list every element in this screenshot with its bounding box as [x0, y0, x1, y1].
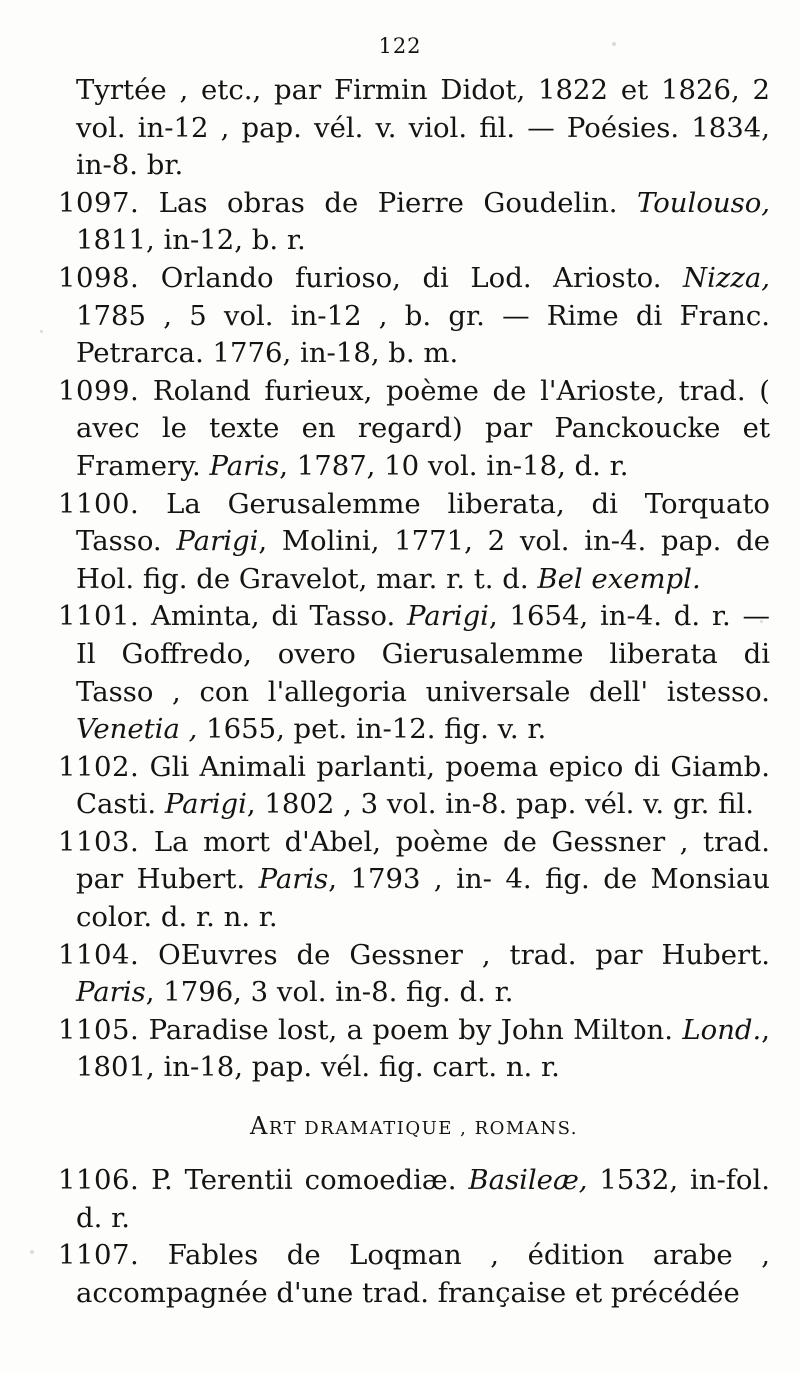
section-heading-initial: A [250, 1112, 269, 1141]
entry-1098 [58, 260, 770, 373]
entry-text: , Molini, 1771, 2 vol. in-4. pap. de Hol. fig. de Gravelot, mar. r. t. d. [76, 525, 770, 595]
entry-place: Toulouso, [637, 186, 770, 219]
entry-text: Tyrtée , etc., par Firmin Didot, 1822 et 1826, 2 vol. in-12 , pap. vél. v. viol. fil. — Poésies. 1834, in-8. br. [76, 74, 770, 182]
entry-place: Paris [76, 976, 146, 1009]
entry-number: 1098. [58, 261, 140, 294]
paper-speck [612, 42, 616, 46]
entry-text: Fables de Loqman , édition arabe , accompagnée d'une trad. française et précédée [76, 1239, 770, 1309]
paper-speck [40, 330, 43, 333]
entry-number: 1102. [58, 750, 140, 783]
entry-text: P. Terentii comoediæ. [151, 1164, 457, 1197]
entry-text: Las obras de Pierre Goudelin. [158, 186, 618, 219]
entry-1100 [58, 486, 770, 599]
entry-place: Lond. [682, 1013, 762, 1046]
section-heading-rest: RT DRAMATIQUE , ROMANS. [268, 1118, 578, 1140]
entry-place: Parigi [406, 600, 489, 633]
entry-number: 1101. [58, 600, 140, 633]
entry-1107 [58, 1237, 770, 1312]
entry-text: Aminta, di Tasso. [151, 600, 396, 633]
entry-text: , 1793 , in- 4. fig. de Monsiau color. d. r. n. r. [76, 863, 770, 934]
entry-text: 1655, pet. in-12. fig. v. r. [206, 713, 547, 746]
entry-1103 [58, 824, 770, 937]
entry-text: 1532, in-fol. d. r. [76, 1164, 771, 1234]
entry-number: 1105. [58, 1013, 140, 1046]
entry-text: OEuvres de Gessner , trad. par Hubert. [158, 938, 770, 971]
entry-text: , 1796, 3 vol. in-8. fig. d. r. [145, 976, 514, 1009]
entry-continuation [58, 72, 770, 185]
page-number: 122 [378, 34, 422, 58]
entry-number: 1107. [58, 1239, 140, 1272]
entry-number: 1104. [58, 938, 140, 971]
section-heading [58, 1111, 770, 1144]
entry-text: Orlando furioso, di Lod. Ariosto. [160, 261, 662, 294]
entry-text: , 1801, in-18, pap. vél. fig. cart. n. r. [76, 1013, 771, 1084]
entry-text: — Il Goffredo, overo Gierusalemme liberata di Tasso , con l'allegoria universale dell' istesso. [76, 600, 771, 708]
entry-text: Paradise lost, a poem by John Milton. [148, 1013, 673, 1046]
entry-text: Roland furieux, poème de l'Arioste, trad. ( avec le texte en regard) par Panckoucke et Framery. [76, 374, 770, 482]
entry-place: Parigi [176, 525, 259, 558]
entry-text: , 1654, in-4. d. r. [488, 600, 731, 633]
entry-text: , 1802 , 3 vol. in-8. pap. vél. v. gr. fil. [246, 788, 755, 821]
entry-note: Bel exempl. [537, 562, 701, 595]
entry-1097 [58, 185, 770, 260]
entry-number: 1097. [58, 186, 140, 219]
entry-text: Gli Animali parlanti, poema epico di Giamb. Casti. [76, 750, 770, 821]
entry-text: La Gerusalemme liberata, di Torquato Tasso. [76, 487, 770, 558]
catalogue-text [58, 72, 770, 1312]
entry-place: Paris [258, 863, 329, 896]
entry-number: 1103. [58, 825, 140, 858]
entry-number: 1100. [58, 487, 140, 520]
entry-text: , 1787, 10 vol. in-18, d. r. [279, 449, 629, 482]
entry-1102 [58, 749, 770, 824]
entry-1099 [58, 373, 770, 486]
entry-text: La mort d'Abel, poème de Gessner , trad. par Hubert. [76, 825, 770, 896]
paper-speck [760, 620, 763, 623]
entry-place: Venetia , [76, 713, 198, 746]
entry-place: Paris [209, 449, 280, 482]
entry-text: 1785 , 5 vol. in-12 , b. gr. — Rime di Franc. Petrarca. 1776, in-18, b. m. [76, 299, 770, 370]
entry-1106 [58, 1162, 770, 1237]
entry-1101 [58, 598, 770, 748]
entry-number: 1099. [58, 374, 140, 407]
entry-1105 [58, 1012, 770, 1087]
entry-1104 [58, 937, 770, 1012]
paper-speck [30, 1250, 34, 1254]
entry-text: 1811, in-12, b. r. [76, 224, 306, 257]
entry-number: 1106. [58, 1164, 140, 1197]
entry-place: Nizza, [683, 261, 770, 294]
entry-place: Parigi [164, 788, 247, 821]
entry-place: Basileæ, [468, 1164, 588, 1197]
